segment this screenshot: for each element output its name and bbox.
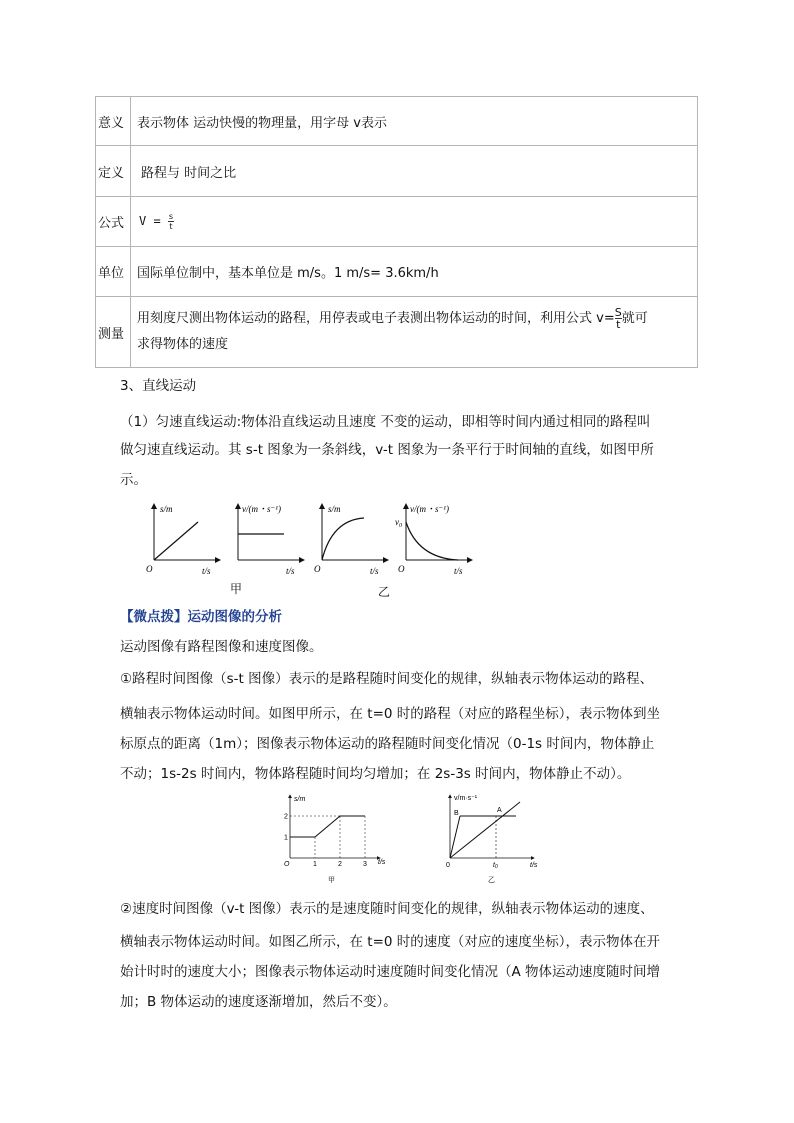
tick-labels — [284, 814, 367, 869]
x-tick-label: 3 — [363, 861, 367, 868]
axis-label: t/s — [286, 566, 295, 576]
section-title: 3、直线运动 — [120, 378, 197, 394]
formula-fraction — [168, 212, 174, 231]
st-step-chart — [280, 790, 395, 886]
speed-definition-table — [95, 96, 698, 368]
paragraph-line: 横轴表示物体运动时间。如图甲所示，在 t=0 时的路程（对应的路程坐标），表示物体到坐 — [120, 706, 661, 722]
s-t-curve — [322, 518, 364, 560]
measure-line1-end: 就可 — [621, 311, 648, 326]
x-tick-label: 1 — [313, 861, 317, 868]
axis-label: t/s — [370, 566, 379, 576]
table-row — [96, 197, 698, 247]
formula-lhs: V = — [139, 214, 161, 228]
row-value: 表示物体 运动快慢的物理量，用字母 v表示 — [131, 97, 698, 146]
row-value: 国际单位制中，基本单位是 m/s。1 m/s= 3.6km/h — [131, 247, 698, 297]
fraction-denominator: t — [616, 318, 621, 331]
measure-line1: 用刻度尺测出物体运动的路程，用停表或电子表测出物体运动的时间，利用公式 v= — [137, 311, 615, 326]
axis-label: v/(m・s⁻¹) — [410, 504, 449, 514]
paragraph-line: ②速度时间图像（v-t 图像）表示的是速度随时间变化的规律，纵轴表示物体运动的速度、 — [120, 901, 654, 917]
y-axis-label: v/m·s⁻¹ — [454, 795, 478, 802]
vt-ab-chart — [440, 790, 540, 886]
row-key: 定义 — [96, 146, 131, 197]
t0-label: t0 — [493, 862, 498, 870]
axis-label: s/m — [160, 504, 173, 514]
axis-label: s/m — [328, 504, 341, 514]
v0-label: $v_0$ — [395, 517, 402, 529]
caption-jia: 甲 — [328, 877, 335, 884]
caption-yi: 乙 — [378, 585, 391, 599]
table-row — [96, 297, 698, 368]
caption-yi: 乙 — [488, 877, 495, 884]
origin-label: O — [314, 564, 321, 574]
row-key: 测量 — [96, 297, 131, 368]
tip-heading: 【微点拨】运动图像的分析 — [120, 609, 282, 625]
table-row — [96, 247, 698, 297]
x-tick-label: 2 — [338, 861, 342, 868]
definition-text: 路程与 时间之比 — [141, 165, 237, 181]
paragraph-line: 加；B 物体运动的速度逐渐增加，然后不变）。 — [120, 994, 397, 1010]
origin-label: O — [284, 861, 290, 868]
graph-vt-curve — [395, 504, 472, 576]
fraction-numerator: S — [614, 306, 622, 319]
table-row — [96, 97, 698, 146]
motion-graphs-figure — [140, 498, 480, 582]
line-a — [450, 802, 520, 858]
row-key: 单位 — [96, 247, 131, 297]
y-axis-label: s/m — [294, 796, 306, 803]
paragraph-line: 标原点的距离（1m）；图像表示物体运动的路程随时间变化情况（0-1s 时间内，物体静止 — [120, 736, 655, 752]
y-tick-label: 2 — [284, 813, 288, 821]
paragraph-line: 始计时时的速度大小；图像表示物体运动时速度随时间变化情况（A 物体运动速度随时间增 — [120, 964, 661, 980]
fraction-numerator: s — [168, 212, 173, 221]
measure-line2: 求得物体的速度 — [137, 337, 229, 352]
paragraph-line: ①路程时间图像（s-t 图像）表示的是路程随时间变化的规律，纵轴表示物体运动的路程、 — [120, 671, 654, 687]
label-b: B — [454, 810, 459, 817]
caption-jia: 甲 — [230, 582, 243, 596]
axis-label: v/(m・s⁻¹) — [242, 504, 281, 514]
paragraph-line: 做匀速直线运动。其 s-t 图象为一条斜线，v-t 图象为一条平行于时间轴的直线，如图甲所 — [120, 442, 654, 458]
s-t-line — [154, 522, 198, 560]
x-axis-label: t/s — [530, 862, 538, 869]
row-value — [131, 146, 698, 197]
graph-st-uniform — [146, 504, 220, 576]
origin-label: O — [146, 564, 153, 574]
v-t-curve — [406, 522, 458, 560]
s-t-step-line — [290, 816, 365, 837]
graph-vt-uniform — [238, 504, 304, 576]
paragraph-line: 不动；1s-2s 时间内，物体路程随时间均匀增加；在 2s-3s 时间内，物体静止不动）。 — [120, 766, 631, 782]
paragraph-line: 示。 — [120, 472, 147, 488]
row-value — [131, 197, 698, 247]
row-key: 公式 — [96, 197, 131, 247]
axis-label: t/s — [202, 566, 211, 576]
fraction-denominator: t — [169, 222, 173, 231]
row-value — [131, 297, 698, 368]
paragraph-line: （1）匀速直线运动:物体沿直线运动且速度 不变的运动，即相等时间内通过相同的路程叫 — [120, 414, 651, 430]
origin-label: O — [398, 564, 405, 574]
graph-st-curve — [314, 504, 388, 576]
table-row — [96, 146, 698, 197]
label-a: A — [497, 807, 502, 814]
paragraph-line: 横轴表示物体运动时间。如图乙所示，在 t=0 时的速度（对应的速度坐标），表示物体在开 — [120, 934, 661, 950]
origin-label: 0 — [446, 862, 450, 869]
measure-fraction — [615, 307, 622, 330]
row-key: 意义 — [96, 97, 131, 146]
x-axis-label: t/s — [378, 859, 386, 866]
axis-label: t/s — [454, 566, 463, 576]
y-tick-label: 1 — [284, 834, 288, 842]
tip-intro: 运动图像有路程图像和速度图像。 — [120, 639, 323, 655]
